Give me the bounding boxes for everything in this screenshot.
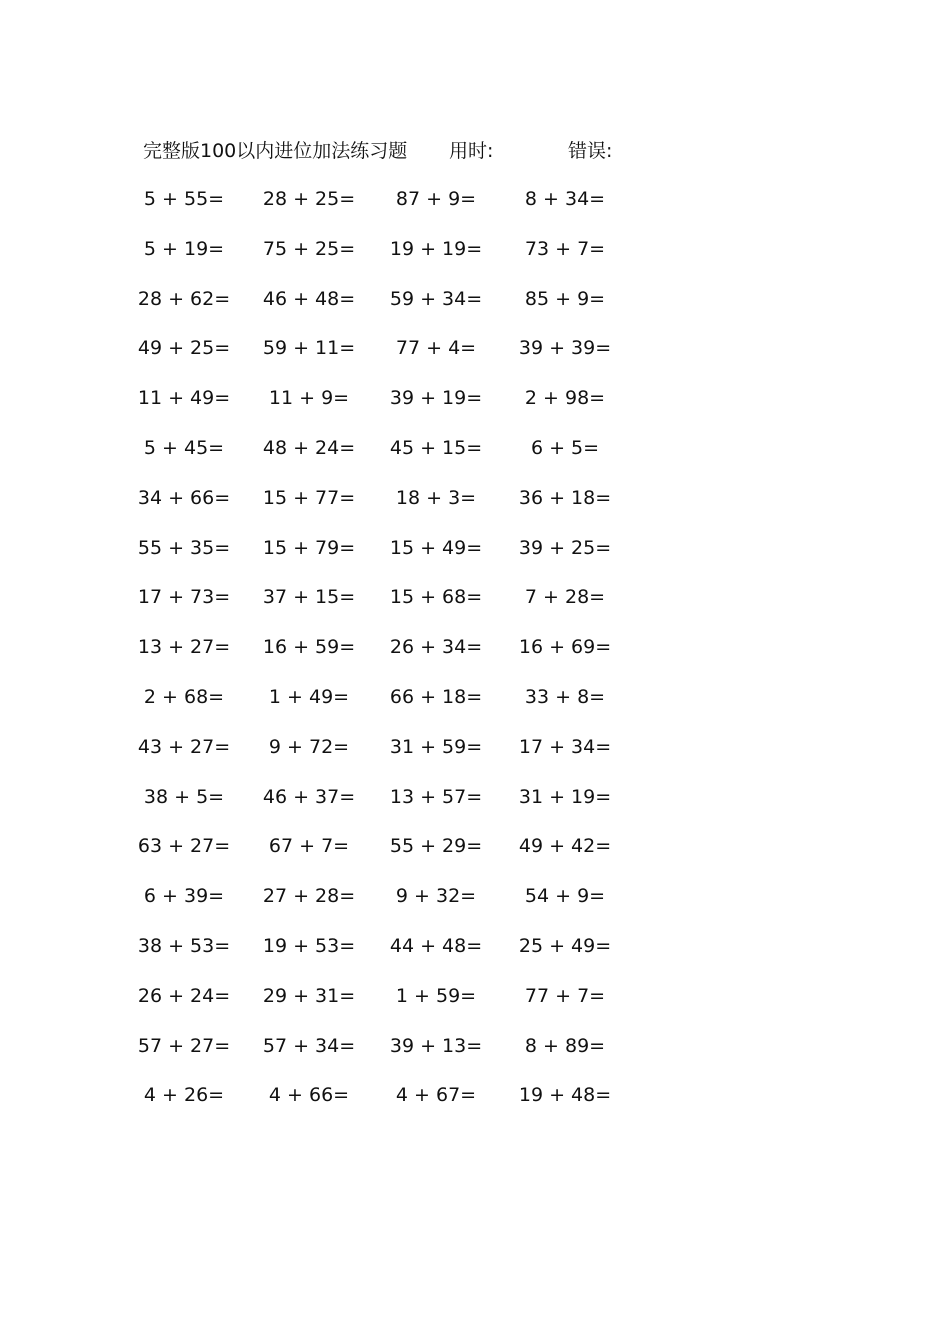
time-used-label: 用时: (449, 140, 494, 162)
problem-item: 77 + 7= (524, 984, 606, 1007)
problem-item: 57 + 27= (137, 1034, 231, 1057)
problem-grid (0, 185, 950, 1131)
problem-row (0, 1081, 950, 1131)
problem-item: 38 + 5= (143, 785, 225, 808)
problem-row (0, 882, 950, 932)
problem-item: 31 + 19= (518, 785, 612, 808)
problem-item: 33 + 8= (524, 685, 606, 708)
problem-item: 4 + 66= (268, 1084, 350, 1107)
problem-row (0, 932, 950, 982)
problem-item: 85 + 9= (524, 287, 606, 310)
problem-item: 44 + 48= (389, 934, 483, 957)
problem-item: 87 + 9= (395, 188, 477, 210)
problem-item: 4 + 67= (395, 1084, 477, 1107)
problem-item: 8 + 34= (524, 188, 606, 210)
problem-item: 46 + 48= (262, 287, 356, 310)
problem-item: 59 + 34= (389, 287, 483, 310)
problem-item: 2 + 68= (143, 685, 225, 708)
problem-item: 37 + 15= (262, 586, 356, 609)
problem-item: 77 + 4= (395, 337, 477, 360)
problem-item: 1 + 59= (395, 984, 477, 1007)
problem-item: 19 + 19= (389, 237, 483, 260)
problem-item: 28 + 25= (262, 188, 356, 210)
problem-item: 55 + 35= (137, 536, 231, 559)
problem-item: 75 + 25= (262, 237, 356, 260)
problem-row (0, 534, 950, 584)
problem-item: 15 + 68= (389, 586, 483, 609)
problem-item: 6 + 39= (143, 885, 225, 908)
problem-item: 19 + 48= (518, 1084, 612, 1107)
problem-item: 39 + 19= (389, 387, 483, 410)
problem-item: 13 + 27= (137, 636, 231, 659)
problem-item: 15 + 77= (262, 486, 356, 509)
problem-row (0, 982, 950, 1032)
problem-row (0, 384, 950, 434)
problem-item: 18 + 3= (395, 486, 477, 509)
problem-item: 13 + 57= (389, 785, 483, 808)
problem-item: 26 + 24= (137, 984, 231, 1007)
problem-item: 19 + 53= (262, 934, 356, 957)
problem-item: 28 + 62= (137, 287, 231, 310)
problem-item: 25 + 49= (518, 934, 612, 957)
worksheet-title: 完整版100以内进位加法练习题 (143, 140, 408, 162)
problem-row (0, 1032, 950, 1082)
problem-row (0, 832, 950, 882)
problem-item: 31 + 59= (389, 735, 483, 758)
problem-item: 5 + 45= (143, 436, 225, 459)
problem-item: 59 + 11= (262, 337, 356, 360)
problem-item: 63 + 27= (137, 835, 231, 858)
problem-item: 43 + 27= (137, 735, 231, 758)
problem-item: 38 + 53= (137, 934, 231, 957)
problem-item: 4 + 26= (143, 1084, 225, 1107)
problem-item: 67 + 7= (268, 835, 350, 858)
problem-row (0, 185, 950, 235)
problem-row (0, 434, 950, 484)
problem-item: 73 + 7= (524, 237, 606, 260)
problem-row (0, 583, 950, 633)
problem-item: 16 + 69= (518, 636, 612, 659)
problem-row (0, 334, 950, 384)
problem-row (0, 733, 950, 783)
error-count-label: 错误: (568, 140, 613, 162)
problem-item: 15 + 49= (389, 536, 483, 559)
problem-row (0, 484, 950, 534)
problem-item: 48 + 24= (262, 436, 356, 459)
problem-item: 16 + 59= (262, 636, 356, 659)
problem-item: 9 + 32= (395, 885, 477, 908)
problem-item: 5 + 55= (143, 188, 225, 210)
problem-item: 29 + 31= (262, 984, 356, 1007)
problem-item: 54 + 9= (524, 885, 606, 908)
problem-item: 8 + 89= (524, 1034, 606, 1057)
problem-item: 49 + 42= (518, 835, 612, 858)
problem-item: 6 + 5= (530, 436, 600, 459)
problem-item: 17 + 73= (137, 586, 231, 609)
problem-item: 36 + 18= (518, 486, 612, 509)
problem-item: 11 + 49= (137, 387, 231, 410)
problem-item: 9 + 72= (268, 735, 350, 758)
problem-item: 34 + 66= (137, 486, 231, 509)
problem-item: 26 + 34= (389, 636, 483, 659)
problem-item: 5 + 19= (143, 237, 225, 260)
problem-item: 39 + 25= (518, 536, 612, 559)
problem-item: 15 + 79= (262, 536, 356, 559)
problem-row (0, 285, 950, 335)
problem-item: 45 + 15= (389, 436, 483, 459)
problem-item: 7 + 28= (524, 586, 606, 609)
problem-item: 57 + 34= (262, 1034, 356, 1057)
problem-row (0, 683, 950, 733)
problem-item: 17 + 34= (518, 735, 612, 758)
problem-item: 49 + 25= (137, 337, 231, 360)
problem-item: 2 + 98= (524, 387, 606, 410)
problem-item: 27 + 28= (262, 885, 356, 908)
problem-row (0, 235, 950, 285)
problem-row (0, 783, 950, 833)
problem-item: 66 + 18= (389, 685, 483, 708)
problem-item: 55 + 29= (389, 835, 483, 858)
problem-row (0, 633, 950, 683)
problem-item: 1 + 49= (268, 685, 350, 708)
problem-item: 11 + 9= (268, 387, 350, 410)
problem-item: 39 + 39= (518, 337, 612, 360)
problem-item: 39 + 13= (389, 1034, 483, 1057)
problem-item: 46 + 37= (262, 785, 356, 808)
